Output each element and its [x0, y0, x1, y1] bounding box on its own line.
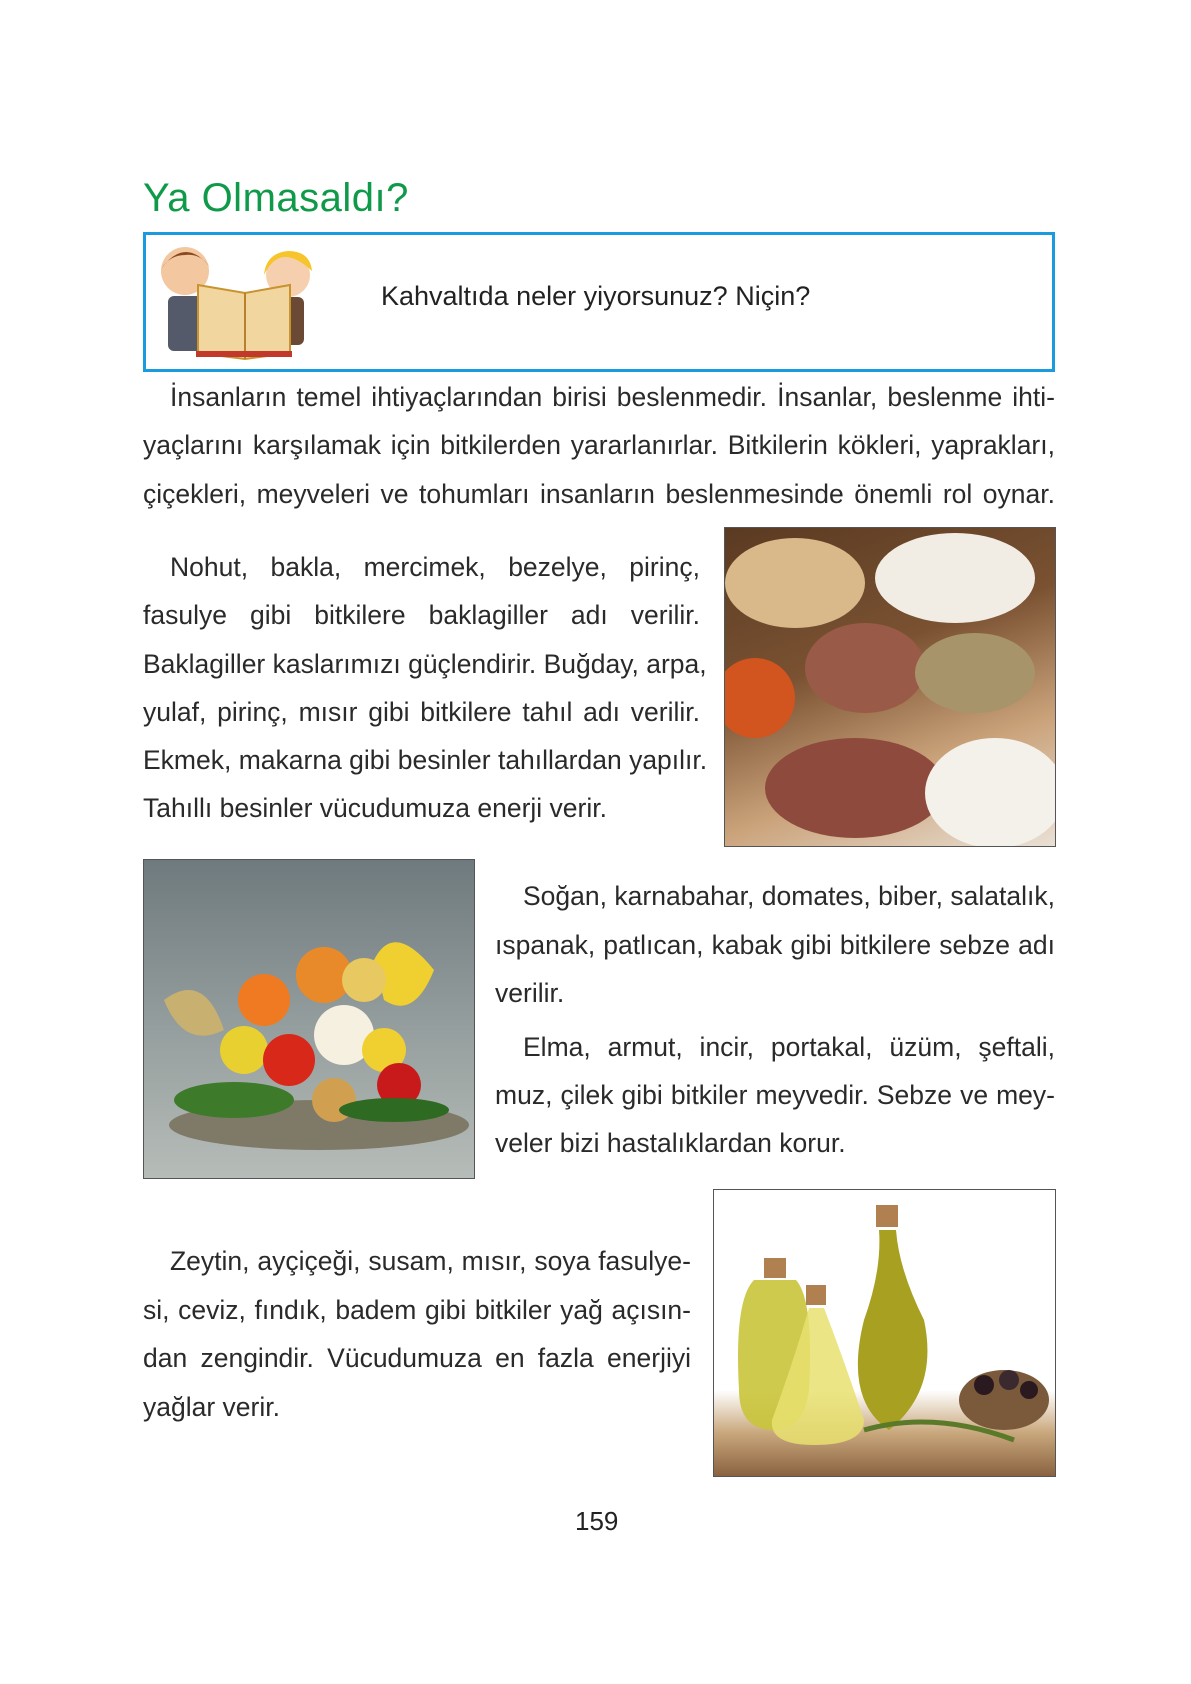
text-line: si, ceviz, fındık, badem gibi bitkiler yağ açısın-: [143, 1295, 691, 1325]
text-line: Zeytin, ayçiçeği, susam, mısır, soya fasulye-: [170, 1246, 691, 1276]
text-line: muz, çilek gibi bitkiler meyvedir. Sebze ve mey-: [495, 1080, 1055, 1110]
legumes-grains-photo: [724, 527, 1056, 847]
text-line: Tahıllı besinler vücudumuza enerji verir.: [143, 793, 607, 823]
text-line: çiçekleri, meyveleri ve tohumları insanların beslenmesinde önemli rol oynar.: [143, 479, 1055, 509]
text-line: Elma, armut, incir, portakal, üzüm, şeftali,: [523, 1032, 1055, 1062]
text-line: dan zengindir. Vücudumuza en fazla enerjiyi: [143, 1343, 691, 1373]
text-line: veler bizi hastalıklardan korur.: [495, 1128, 846, 1158]
children-reading-book-illustration: [150, 241, 350, 363]
text-line: İnsanların temel ihtiyaçlarından birisi beslenmedir. İnsanlar, beslenme ihti-: [170, 382, 1055, 412]
text-line: fasulye gibi bitkilere baklagiller adı verilir.: [143, 600, 700, 630]
text-line: Soğan, karnabahar, domates, biber, salatalık,: [523, 881, 1055, 911]
vegetables-fruits-photo: [143, 859, 475, 1179]
question-box: [143, 232, 1055, 372]
text-line: yağlar verir.: [143, 1392, 280, 1422]
page-title: Ya Olmasaldı?: [143, 176, 409, 220]
text-line: verilir.: [495, 978, 565, 1008]
text-line: yulaf, pirinç, mısır gibi bitkilere tahıl adı verilir.: [143, 697, 700, 727]
text-line: ıspanak, patlıcan, kabak gibi bitkilere sebze adı: [495, 930, 1055, 960]
text-line: yaçlarını karşılamak için bitkilerden yararlanırlar. Bitkilerin kökleri, yaprakları,: [143, 430, 1055, 460]
olive-oil-bottles-photo: [713, 1189, 1056, 1477]
text-line: Nohut, bakla, mercimek, bezelye, pirinç,: [170, 552, 700, 582]
page-number: 159: [575, 1506, 619, 1536]
question-text: Kahvaltıda neler yiyorsunuz? Niçin?: [381, 281, 811, 311]
text-line: Baklagiller kaslarımızı güçlendirir. Buğday, arpa,: [143, 649, 707, 679]
text-line: Ekmek, makarna gibi besinler tahıllardan yapılır.: [143, 745, 708, 775]
